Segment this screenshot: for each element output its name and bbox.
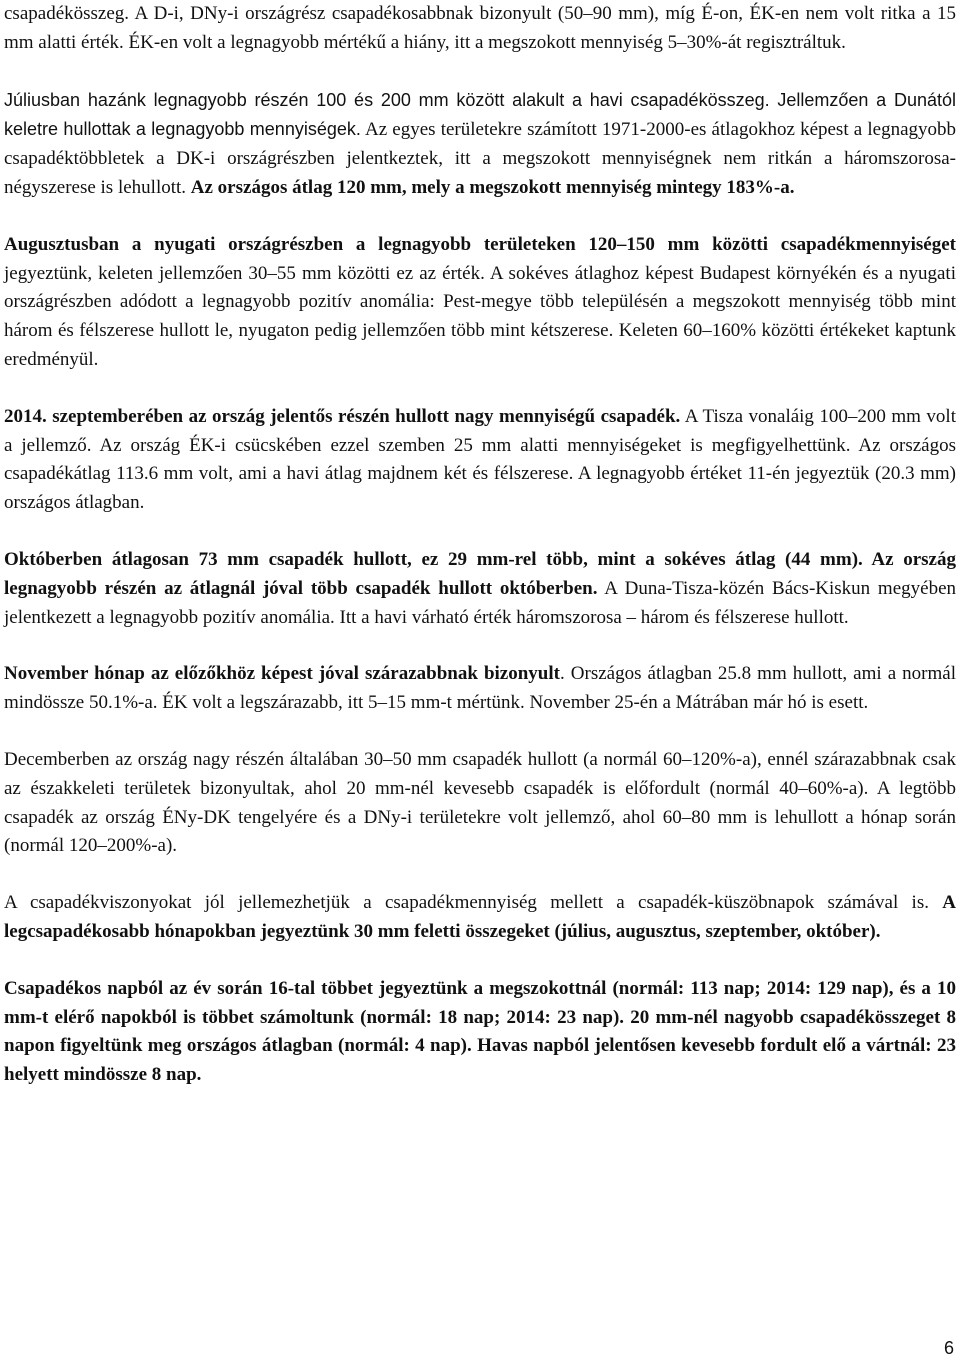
text-september-lead: 2014. szeptemberében az ország jelentős részén hullott nagy mennyiségű csapadék. bbox=[4, 405, 681, 427]
text-threshold-bold: A legcsapadékosabb hónapokban jegyeztünk 30 mm feletti összegeket (július, augusztus, szeptember, október). bbox=[4, 892, 956, 942]
text-october-lead: Októberben átlagosan 73 mm csapadék hullott, ez 29 mm-rel több, mint a sokéves átlag (44 mm). Az ország legnagyobb részén az átlagnál jóval több csapadék hullott októberben. bbox=[4, 548, 956, 599]
paragraph-july bbox=[4, 86, 956, 203]
text-november-body: . Országos átlagban 25.8 mm hullott, ami a normál mindössze 50.1%-a. ÉK volt a legszárazabb, itt 5–15 mm-t mértünk. November 25-én a Mátrában már hó is esett. bbox=[4, 663, 956, 714]
page-number: 6 bbox=[943, 1338, 954, 1358]
text-august-lead: Augusztusban a nyugati országrészben a legnagyobb területeken 120–150 mm közötti csapadékmennyiséget bbox=[4, 233, 956, 255]
text-october-body: A Duna-Tisza-közén Bács-Kiskun megyében jelentkezett a legnagyobb pozitív anomália. Itt a havi várható érték háromszorosa – három és félszerese hullott. bbox=[4, 577, 956, 628]
text-july-body: Az egyes területekre számított 1971-2000-es átlagokhoz képest a legnagyobb csapadéktöbbletek a DK-i országrészben jelentkeztek, itt a megszokott mennyiségnek nem ritkán a háromszorosa-négyszerese is lehullott. bbox=[4, 119, 957, 198]
paragraph-threshold-days bbox=[4, 889, 956, 947]
text-july-intro: Júliusban hazánk legnagyobb részén 100 és 200 mm között alakult a havi csapadékösszeg. Jellemzően a Dunától keletre hullottak a legnagyobb mennyiségek. bbox=[4, 89, 956, 140]
document-page bbox=[4, 0, 956, 1090]
paragraph-august bbox=[4, 231, 956, 375]
text-threshold-intro: A csapadékviszonyokat jól jellemezhetjük a csapadékmennyiség mellett a csapadék-küszöbnapok számával is. bbox=[4, 892, 943, 914]
text-june-end: csapadékösszeg. A D-i, DNy-i országrész csapadékosabbnak bizonyult (50–90 mm), míg É-on, ÉK-en nem volt ritka a 15 mm alatti érték. ÉK-en volt a legnagyobb mértékű a hiány, itt a megszokott mennyiség 5–30%-át regisztráltuk. bbox=[4, 3, 956, 53]
paragraph-rainy-days bbox=[4, 975, 956, 1090]
text-july-average: Az országos átlag 120 mm, mely a megszokott mennyiség mintegy 183%-a. bbox=[190, 176, 795, 198]
paragraph-november bbox=[4, 660, 956, 718]
paragraph-october bbox=[4, 546, 956, 632]
paragraph-september bbox=[4, 403, 956, 518]
text-november-lead: November hónap az előzőkhöz képest jóval szárazabbnak bizonyult bbox=[4, 663, 560, 685]
text-december-body: Decemberben az ország nagy részén általában 30–50 mm csapadék hullott (a normál 60–120%-a), ennél szárazabbnak csak az északkeleti területek bizonyultak, ahol 20 mm-nél kevesebb csapadék is előfordult (normál 40–60%-a). A legtöbb csapadék az ország ÉNy-DK tengelyére és a DNy-i területekre volt jellemző, ahol 60–80 mm is lehullott a hónap során (normál 120–200%-a). bbox=[4, 748, 956, 857]
text-rainy-days: Csapadékos napból az év során 16-tal többet jegyeztünk a megszokottnál (normál: 113 nap; 2014: 129 nap), és a 10 mm-t elérő napokból is többet számoltunk (normál: 18 nap; 2014: 23 nap). 20 mm-nél nagyobb csapadékösszeget 8 napon figyeltünk meg országos átlagban (normál: 4 nap). Havas napból jelentősen kevesebb fordult elő a vártnál: 23 helyett mindössze 8 nap. bbox=[4, 977, 956, 1086]
text-september-body: A Tisza vonaláig 100–200 mm volt a jellemző. Az ország ÉK-i csücskében ezzel szemben 25 mm alatti mennyiségeket is megfigyelhettünk. Az országos csapadékátlag 113.6 mm volt, ami a havi átlag majdnem két és félszerese. A legnagyobb értéket 11-én jegyeztük (20.3 mm) országos átlagban. bbox=[4, 405, 956, 514]
paragraph-june-end bbox=[4, 0, 956, 58]
text-august-body: jegyeztünk, keleten jellemzően 30–55 mm közötti ez az érték. A sokéves átlaghoz képest Budapest környékén és a nyugati országrészben adódott a legnagyobb pozitív anomália: Pest-megye több településén a megszokott mennyiség több mint három és félszerese hullott le, nyugaton pedig jellemzően több mint kétszerese. Keleten 60–160% közötti értékeket kaptunk eredményül. bbox=[4, 262, 956, 370]
paragraph-december bbox=[4, 746, 956, 861]
